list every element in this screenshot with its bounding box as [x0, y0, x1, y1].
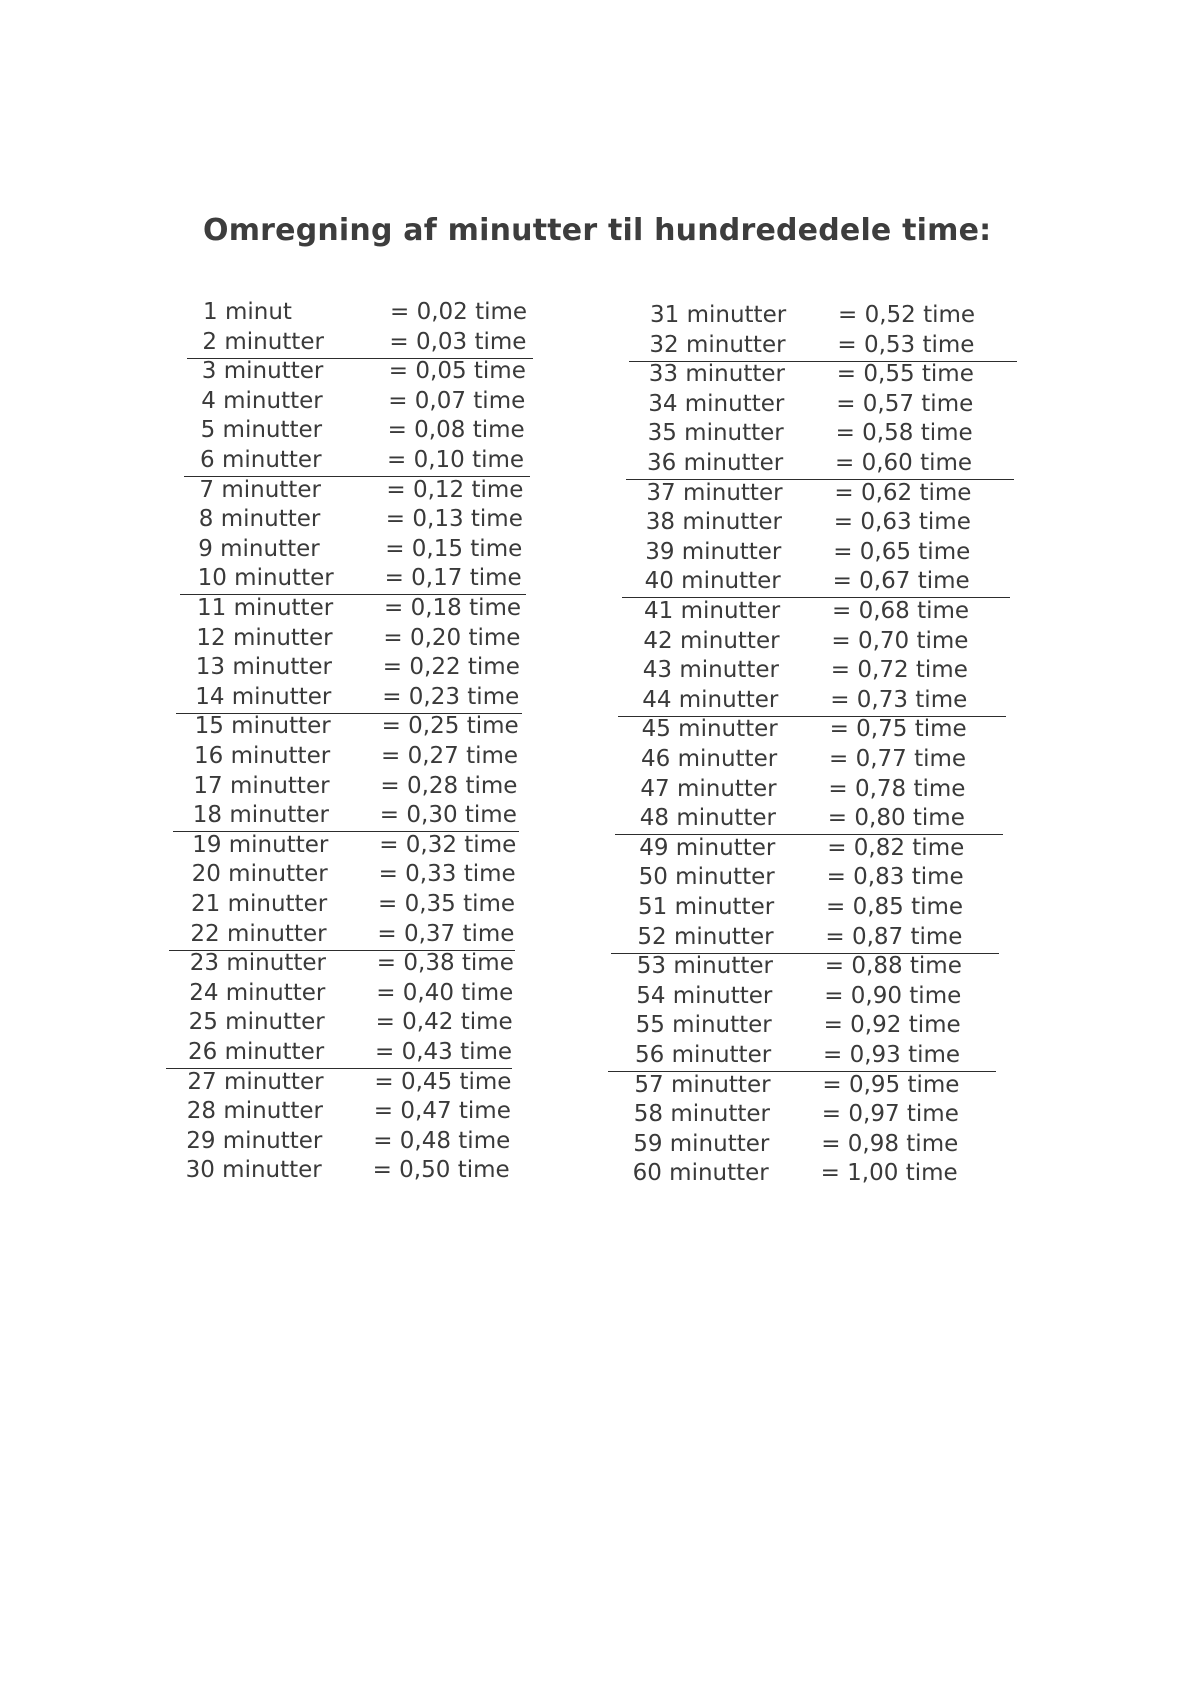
hours-value: = 0,55 time	[836, 361, 974, 388]
minutes-label: 19 minutter	[192, 831, 329, 858]
table-row	[0, 597, 1200, 626]
hours-value: = 0,72 time	[830, 657, 968, 684]
minutes-label: 44 minutter	[642, 686, 779, 713]
minutes-label: 24 minutter	[189, 979, 326, 1006]
minutes-label: 30 minutter	[185, 1157, 322, 1184]
table-row	[0, 627, 1200, 656]
hours-value: = 0,63 time	[833, 509, 971, 536]
hours-value: = 0,67 time	[832, 568, 970, 595]
hours-value: = 0,47 time	[373, 1098, 511, 1125]
table-row	[0, 834, 1200, 863]
hours-value: = 0,30 time	[379, 802, 517, 829]
minutes-label: 14 minutter	[195, 683, 332, 710]
minutes-label: 48 minutter	[639, 805, 776, 832]
table-row	[0, 479, 1200, 508]
table-row	[0, 656, 1200, 685]
table-row	[0, 1071, 1200, 1100]
hours-value: = 0,12 time	[386, 476, 524, 503]
minutes-label: 27 minutter	[187, 1068, 324, 1095]
minutes-label: 20 minutter	[191, 861, 328, 888]
hours-value: = 0,75 time	[829, 716, 967, 743]
hours-value: = 0,25 time	[381, 713, 519, 740]
hours-value: = 0,83 time	[826, 864, 964, 891]
hours-value: = 0,18 time	[384, 595, 522, 621]
minutes-label: 59 minutter	[633, 1130, 770, 1157]
minutes-label: 40 minutter	[644, 568, 781, 595]
hours-value: = 0,23 time	[382, 683, 520, 710]
minutes-label: 13 minutter	[195, 654, 332, 681]
minutes-label: 39 minutter	[645, 538, 782, 565]
hours-value: = 0,48 time	[373, 1127, 511, 1154]
table-row	[0, 360, 1200, 389]
hours-value: = 0,60 time	[835, 450, 973, 476]
minutes-label: 52 minutter	[637, 923, 774, 950]
minutes-label: 49 minutter	[639, 834, 776, 861]
hours-value: = 0,35 time	[378, 891, 516, 917]
hours-value: = 0,27 time	[381, 743, 519, 769]
hours-value: = 0,10 time	[387, 447, 525, 473]
page-title: Omregning af minutter til hundrededele time:	[203, 213, 992, 248]
hours-value: = 0,02 time	[390, 299, 528, 325]
minutes-label: 6 minutter	[200, 447, 322, 473]
minutes-label: 16 minutter	[194, 743, 331, 769]
hours-value: = 0,78 time	[828, 775, 966, 802]
hours-value: = 0,03 time	[389, 328, 527, 355]
hours-value: = 0,97 time	[821, 1101, 959, 1128]
minutes-label: 5 minutter	[200, 417, 323, 444]
minutes-label: 28 minutter	[186, 1098, 323, 1125]
hours-value: = 0,80 time	[827, 805, 965, 832]
minutes-label: 55 minutter	[635, 1012, 772, 1039]
hours-value: = 0,53 time	[837, 331, 975, 358]
minutes-label: 7 minutter	[199, 476, 321, 503]
hours-value: = 0,38 time	[376, 950, 514, 977]
table-row	[0, 419, 1200, 448]
hours-value: = 0,93 time	[823, 1042, 961, 1068]
minutes-label: 11 minutter	[197, 595, 334, 621]
table-row	[0, 893, 1200, 922]
table-row	[0, 715, 1200, 744]
hours-value: = 0,57 time	[836, 390, 974, 417]
table-row	[0, 686, 1200, 715]
table-row	[0, 1159, 1200, 1188]
minutes-label: 17 minutter	[193, 772, 330, 799]
table-row	[0, 982, 1200, 1011]
minutes-label: 8 minutter	[198, 506, 321, 533]
hours-value: = 0,22 time	[382, 654, 520, 681]
minutes-label: 9 minutter	[198, 535, 320, 562]
table-row	[0, 301, 1200, 330]
minutes-label: 36 minutter	[647, 450, 784, 476]
hours-value: = 0,87 time	[825, 923, 963, 950]
hours-value: = 0,20 time	[383, 624, 521, 651]
minutes-label: 3 minutter	[201, 358, 324, 385]
minutes-label: 50 minutter	[638, 864, 775, 891]
minutes-label: 15 minutter	[194, 713, 331, 740]
hours-value: = 0,28 time	[380, 772, 518, 799]
table-row	[0, 863, 1200, 892]
hours-value: = 0,15 time	[385, 535, 523, 562]
minutes-label: 35 minutter	[647, 420, 784, 447]
minutes-label: 57 minutter	[634, 1071, 771, 1098]
hours-value: = 0,13 time	[385, 506, 523, 533]
hours-value: = 0,42 time	[375, 1009, 513, 1036]
table-row	[0, 745, 1200, 774]
table-row	[0, 1130, 1200, 1159]
table-row	[0, 390, 1200, 419]
table-row	[0, 923, 1200, 952]
minutes-label: 54 minutter	[636, 982, 773, 1009]
minutes-label: 45 minutter	[641, 716, 778, 743]
minutes-label: 12 minutter	[196, 624, 333, 651]
hours-value: = 0,92 time	[823, 1012, 961, 1039]
hours-value: = 0,05 time	[388, 358, 526, 385]
hours-value: = 0,98 time	[821, 1130, 959, 1157]
minutes-label: 32 minutter	[649, 331, 786, 358]
minutes-label: 51 minutter	[638, 894, 775, 920]
hours-value: = 0,62 time	[834, 479, 972, 506]
minutes-label: 22 minutter	[190, 920, 327, 947]
minutes-label: 37 minutter	[646, 479, 783, 506]
hours-value: = 0,88 time	[824, 953, 962, 980]
hours-value: = 0,07 time	[388, 387, 526, 414]
minutes-label: 56 minutter	[635, 1042, 772, 1068]
table-row	[0, 508, 1200, 537]
minutes-label: 23 minutter	[189, 950, 326, 977]
minutes-label: 43 minutter	[642, 657, 779, 684]
minutes-label: 60 minutter	[632, 1160, 769, 1187]
minutes-label: 25 minutter	[188, 1009, 325, 1036]
hours-value: = 0,58 time	[835, 420, 973, 447]
hours-value: = 0,95 time	[822, 1071, 960, 1098]
minutes-label: 2 minutter	[202, 328, 324, 355]
hours-value: = 0,85 time	[826, 894, 964, 920]
table-row	[0, 804, 1200, 833]
minutes-label: 18 minutter	[192, 802, 329, 829]
hours-value: = 0,08 time	[387, 417, 525, 444]
hours-value: = 0,65 time	[833, 538, 971, 565]
minutes-label: 58 minutter	[633, 1101, 770, 1128]
hours-value: = 0,68 time	[832, 598, 970, 624]
minutes-label: 34 minutter	[648, 390, 785, 417]
table-row	[0, 449, 1200, 478]
hours-value: = 0,17 time	[384, 565, 522, 592]
hours-value: = 0,32 time	[379, 831, 517, 858]
table-row	[0, 1100, 1200, 1129]
minutes-label: 33 minutter	[648, 361, 785, 388]
table-row	[0, 1011, 1200, 1040]
minutes-label: 21 minutter	[191, 891, 328, 917]
hours-value: = 0,33 time	[378, 861, 516, 888]
hours-value: = 0,77 time	[829, 746, 967, 772]
table-row	[0, 1041, 1200, 1070]
hours-value: = 0,82 time	[827, 834, 965, 861]
minutes-label: 29 minutter	[186, 1127, 323, 1154]
minutes-label: 38 minutter	[645, 509, 782, 536]
hours-value: = 0,73 time	[830, 686, 968, 713]
hours-value: = 0,40 time	[376, 979, 514, 1006]
table-row	[0, 775, 1200, 804]
minutes-label: 1 minut	[203, 299, 292, 325]
hours-value: = 0,52 time	[838, 302, 976, 328]
minutes-label: 42 minutter	[643, 627, 780, 654]
minutes-label: 47 minutter	[640, 775, 777, 802]
hours-value: = 0,70 time	[831, 627, 969, 654]
minutes-label: 41 minutter	[644, 598, 781, 624]
table-row	[0, 567, 1200, 596]
hours-value: = 0,43 time	[375, 1039, 513, 1065]
hours-value: = 0,45 time	[374, 1068, 512, 1095]
minutes-label: 53 minutter	[636, 953, 773, 980]
hours-value: = 0,37 time	[377, 920, 515, 947]
table-row	[0, 538, 1200, 567]
hours-value: = 0,50 time	[372, 1157, 510, 1184]
minutes-label: 46 minutter	[641, 746, 778, 772]
table-row	[0, 952, 1200, 981]
minutes-label: 31 minutter	[650, 302, 787, 328]
hours-value: = 1,00 time	[820, 1160, 958, 1187]
hours-value: = 0,90 time	[824, 982, 962, 1009]
table-row	[0, 331, 1200, 360]
minutes-label: 26 minutter	[188, 1039, 325, 1065]
minutes-label: 4 minutter	[201, 387, 323, 414]
minutes-label: 10 minutter	[197, 565, 334, 592]
